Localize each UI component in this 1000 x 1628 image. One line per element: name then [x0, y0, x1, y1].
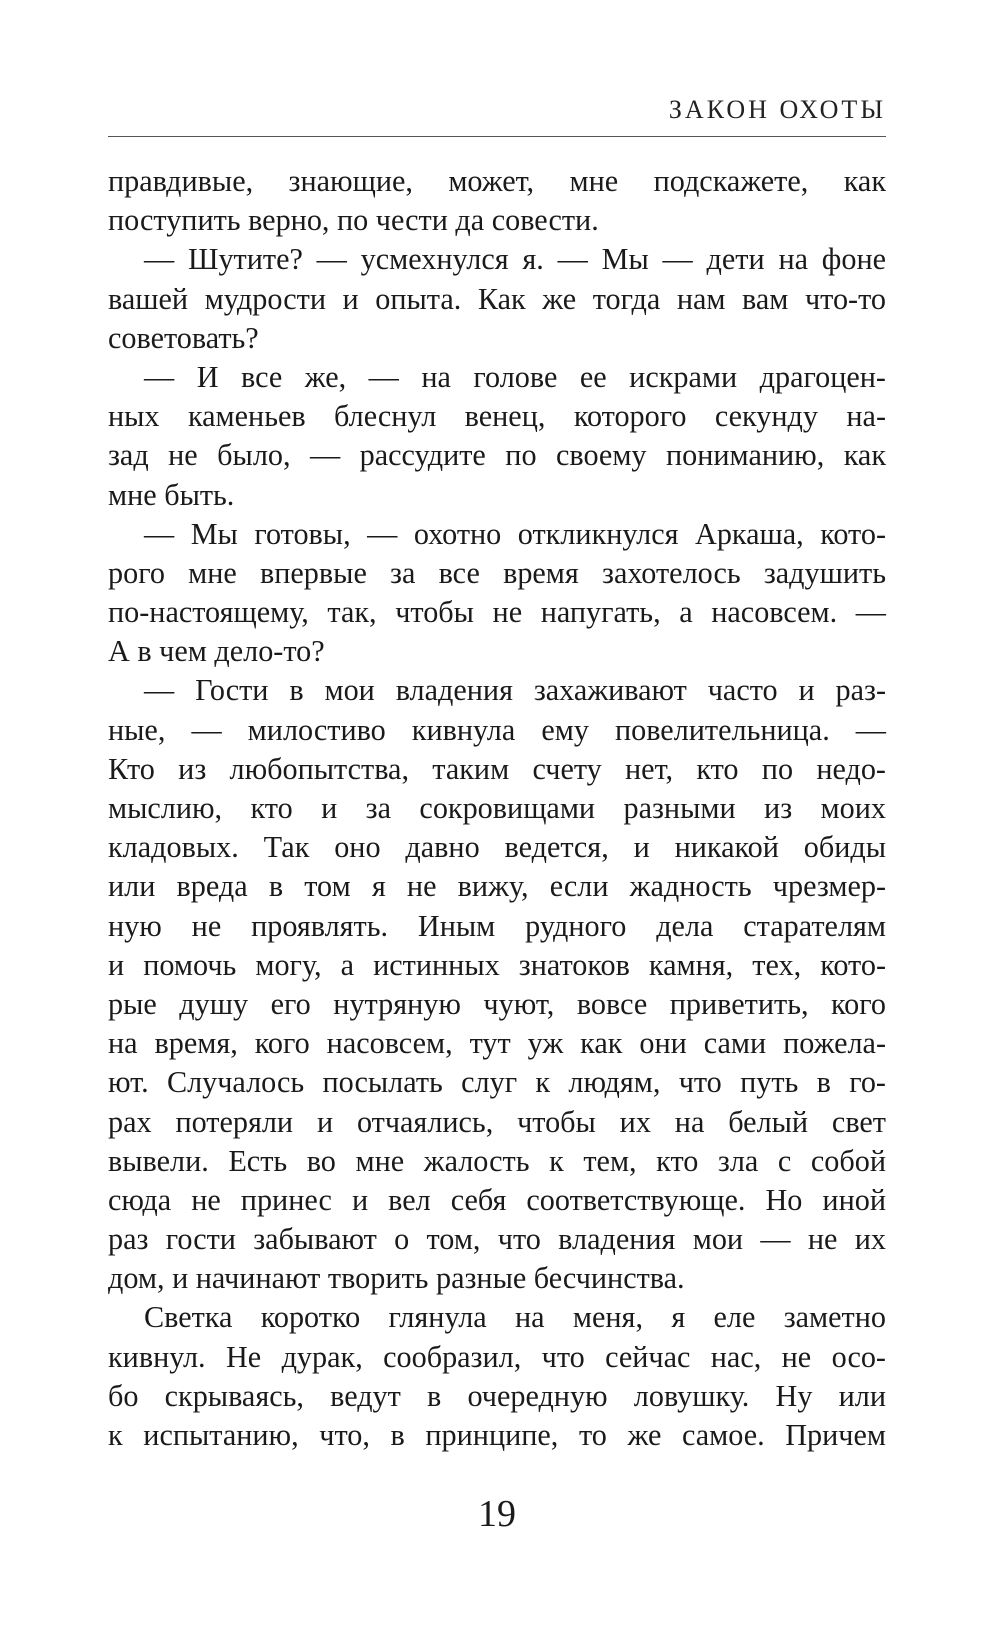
header-rule — [108, 136, 886, 137]
text-line: — Гости в мои владения захаживают часто и раз- — [144, 673, 886, 708]
text-line: — Мы готовы, — охотно откликнулся Аркаша, кото- — [144, 516, 886, 551]
text-line: вывели. Есть во мне жалость к тем, кто зла с собой — [108, 1143, 886, 1178]
text-line: раз гости забывают о том, что владения мои — не их — [108, 1222, 886, 1257]
text-line: ных каменьев блеснул венец, которого секунду на- — [108, 399, 886, 434]
text-line: — Шутите? — усмехнулся я. — Мы — дети на фоне — [144, 242, 886, 277]
page-number: 19 — [478, 1493, 516, 1535]
body-text — [108, 162, 886, 1455]
text-line: рах потеряли и отчаялись, чтобы их на белый свет — [108, 1104, 886, 1139]
text-line: ют. Случалось посылать слуг к людям, что путь в го- — [108, 1065, 886, 1100]
text-line: кивнул. Не дурак, сообразил, что сейчас нас, не осо- — [108, 1339, 886, 1374]
text-line: дом, и начинают творить разные бесчинства. — [108, 1261, 685, 1296]
text-line: Кто из любопытства, таким счету нет, кто по недо- — [108, 751, 886, 786]
text-line: кладовых. Так оно давно ведется, и никакой обиды — [108, 830, 886, 865]
text-line: мыслию, кто и за сокровищами разными из моих — [108, 791, 886, 825]
text-line: и помочь могу, а истинных знатоков камня, тех, кото- — [108, 947, 886, 982]
text-line: ные, — милостиво кивнула ему повелительница. — — [108, 712, 886, 747]
running-head-title: ЗАКОН ОХОТЫ — [668, 95, 886, 124]
text-line: вашей мудрости и опыта. Как же тогда нам вам что-то — [108, 281, 886, 316]
text-line: — И все же, — на голове ее искрами драгоцен- — [144, 359, 886, 394]
text-line: правдивые, знающие, может, мне подскажете, как — [108, 164, 886, 198]
text-line: к испытанию, что, в принципе, то же самое. Причем — [108, 1418, 886, 1452]
text-line: бо скрываясь, ведут в очередную ловушку. Ну или — [108, 1378, 886, 1413]
text-line: на время, кого насовсем, тут уж как они сами пожела- — [108, 1026, 886, 1061]
text-line: рые душу его нутряную чуют, вовсе приветить, кого — [108, 986, 886, 1021]
text-line: Светка коротко глянула на меня, я еле заметно — [144, 1300, 886, 1335]
text-line: советовать? — [108, 320, 259, 355]
text-line: зад не было, — рассудите по своему пониманию, как — [108, 438, 886, 473]
text-line: сюда не принес и вел себя соответствующе. Но иной — [108, 1182, 886, 1217]
text-line: рого мне впервые за все время захотелось задушить — [108, 555, 886, 590]
text-line: ную не проявлять. Иным рудного дела старателям — [108, 908, 886, 943]
text-line: по-настоящему, так, чтобы не напугать, а насовсем. — — [108, 595, 886, 630]
text-line: А в чем дело-то? — [108, 634, 325, 669]
text-line: мне быть. — [108, 477, 235, 512]
text-line: или вреда в том я не вижу, если жадность чрезмер- — [108, 869, 886, 904]
text-line: поступить верно, по чести да совести. — [108, 203, 599, 238]
